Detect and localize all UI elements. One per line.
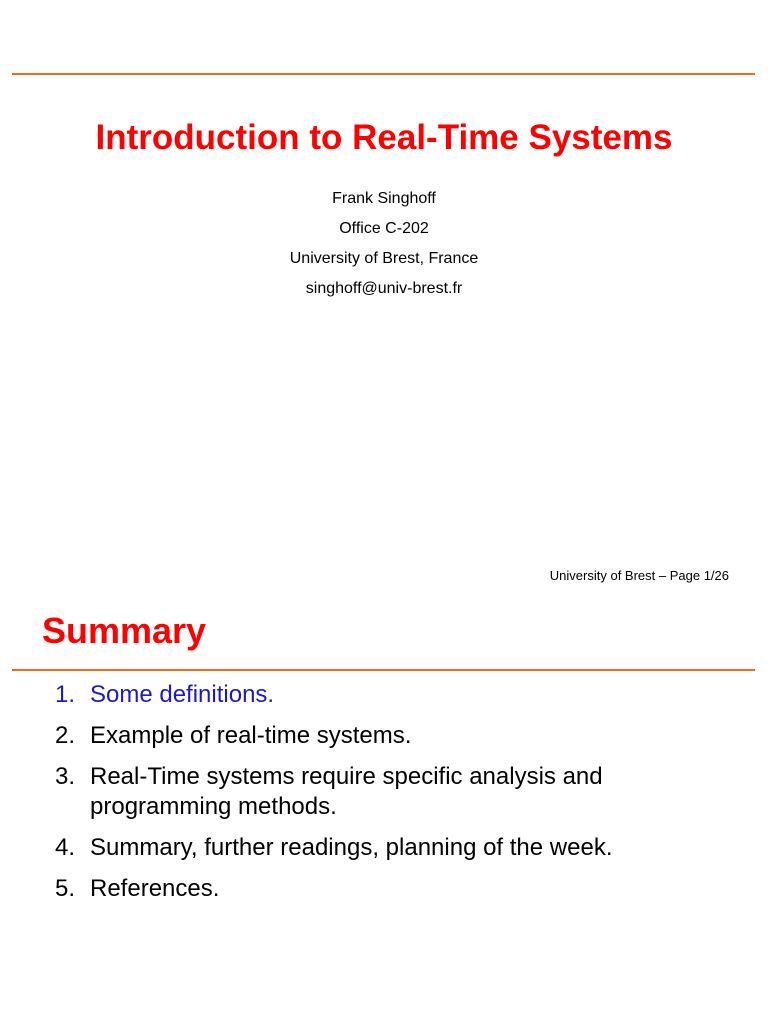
summary-item-text: Summary, further readings, planning of the week. [90,834,613,861]
summary-item [0,833,700,863]
slide-title: Introduction to Real-Time Systems [95,118,673,157]
summary-item-number: 1. [55,681,76,708]
author-office: Office C-202 [339,220,429,237]
summary-item-number: 4. [55,834,76,861]
summary-item-text: Real-Time systems require specific analysis and programming methods. [90,763,603,820]
top-divider [12,73,755,75]
summary-divider [12,669,755,671]
author-email: singhoff@univ-brest.fr [305,280,463,297]
author-name: Frank Singhoff [332,190,436,207]
author-affiliation: University of Brest, France [289,250,479,267]
author-info [0,184,768,304]
summary-item [0,874,700,904]
summary-list [0,680,700,915]
summary-title: Summary [42,610,207,651]
page-footer: University of Brest – Page 1/26 [549,568,729,583]
summary-item-number: 3. [55,763,76,790]
summary-item-text: References. [90,875,220,902]
summary-item-text: Some definitions. [90,681,275,708]
summary-item-text: Example of real-time systems. [90,722,412,749]
summary-item [0,721,700,751]
summary-item-number: 5. [55,875,76,902]
summary-item [0,680,700,710]
summary-item-number: 2. [55,722,76,749]
summary-item [0,762,700,822]
